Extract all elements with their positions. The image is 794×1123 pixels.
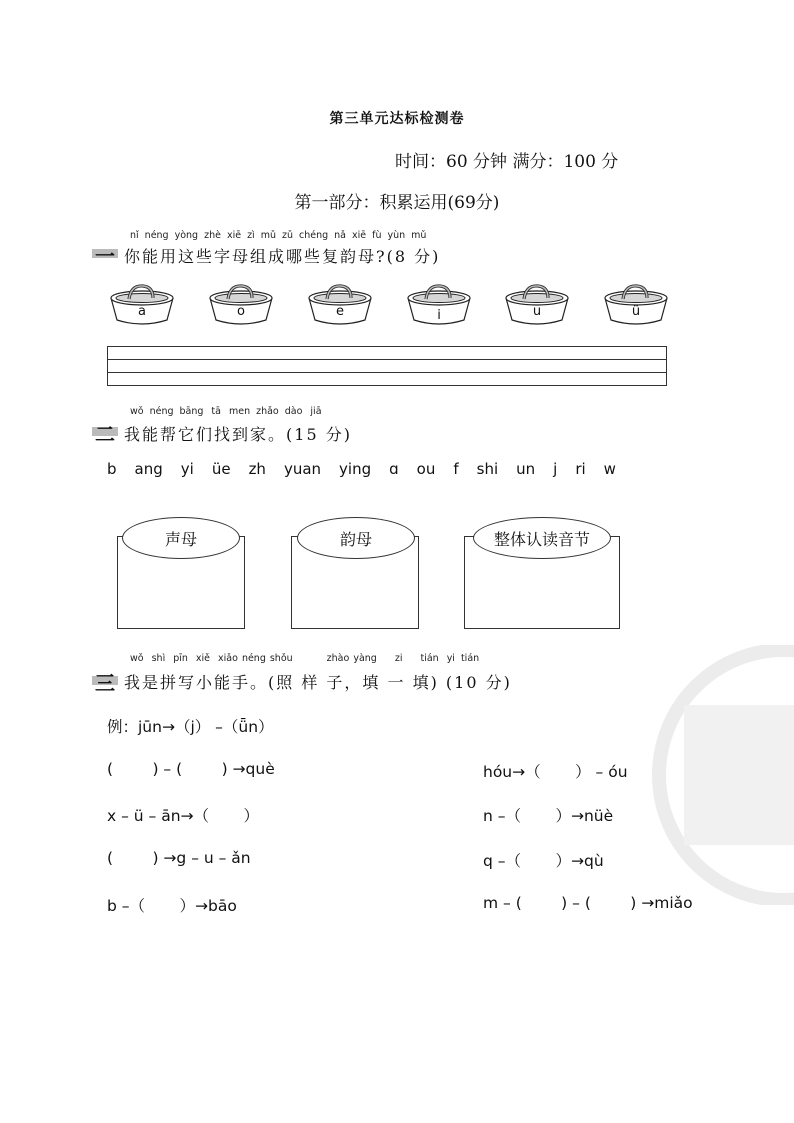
pinyin-syllable: néng <box>241 653 266 664</box>
pinyin-syllable: zhè <box>204 230 221 241</box>
pinyin-syllable: tián <box>460 653 480 664</box>
sort-letters <box>107 460 634 478</box>
section1-question <box>124 244 440 267</box>
house-label-finals: 韵母 <box>297 517 415 559</box>
sort-letter: shi <box>476 460 499 478</box>
sort-letter: ɑ <box>389 460 399 478</box>
pinyin-syllable: fù <box>372 230 382 241</box>
pinyin-syllable: wǒ <box>130 406 144 417</box>
pinyin-syllable: néng <box>149 406 174 417</box>
pinyin-syllable: mǔ <box>260 230 276 241</box>
bowl-letter: u <box>532 304 542 319</box>
pinyin-syllable: nǎ <box>334 230 346 241</box>
section1-score: (8 分) <box>386 247 441 266</box>
pinyin-syllable: zi <box>394 653 403 664</box>
sort-letter: w <box>603 460 616 478</box>
time-score-info: 时间：60 分钟 满分：100 分 <box>395 152 619 172</box>
pinyin-syllable: xiē <box>226 230 242 241</box>
pinyin-syllable: xiē <box>351 230 367 241</box>
sort-letter: ang <box>134 460 163 478</box>
pinyin-syllable: yùn <box>387 230 406 241</box>
section3-number: 三 <box>95 667 115 696</box>
section1-pinyin <box>130 230 432 241</box>
pinyin-syllable: shǒu <box>269 653 293 664</box>
pinyin-syllable: jiā <box>310 406 322 417</box>
section3-pinyin <box>130 653 485 664</box>
pinyin-syllable: yi <box>446 653 455 664</box>
letter-bowl <box>404 282 474 330</box>
bowl-letter: o <box>237 304 245 319</box>
watermark-seal <box>644 645 794 905</box>
pinyin-syllable: xiě <box>195 653 211 664</box>
answer-line <box>108 359 666 360</box>
letter-bowl <box>107 282 177 330</box>
section2-score: (15 分) <box>286 425 352 444</box>
pinyin-syllable: nǐ <box>130 230 139 241</box>
exercise-row-2-right: n –（ ）→nüè <box>483 807 614 825</box>
section2-question <box>124 422 352 445</box>
bowl-letter: e <box>336 304 344 319</box>
letter-bowl <box>601 282 671 330</box>
exercise-row-4-right: m – ( ) – ( ) →miǎo <box>483 894 693 912</box>
sort-letter: un <box>516 460 536 478</box>
house-label-whole-syllables: 整体认读音节 <box>473 517 611 559</box>
section1-number: 一 <box>95 240 115 269</box>
section2-pinyin <box>130 406 328 417</box>
pinyin-syllable: yòng <box>174 230 199 241</box>
sort-letter: yi <box>180 460 194 478</box>
sort-letter: üe <box>211 460 231 478</box>
pinyin-syllable: mǔ <box>411 230 427 241</box>
part-one-heading: 第一部分：积累运用(69分) <box>294 193 500 213</box>
sort-letter: f <box>453 460 459 478</box>
pinyin-syllable: tā <box>211 406 221 417</box>
letter-bowl <box>305 282 375 330</box>
pinyin-syllable: yàng <box>353 653 377 664</box>
pinyin-syllable: wǒ <box>130 653 144 664</box>
exercise-row-3-right: q –（ ）→qù <box>483 852 604 870</box>
exercise-row-2-left: x – ü – ān→（ ） <box>107 807 260 825</box>
letter-bowl <box>206 282 276 330</box>
pinyin-syllable: chéng <box>299 230 329 241</box>
sort-letter: ying <box>339 460 372 478</box>
letter-bowl <box>502 282 572 330</box>
pinyin-syllable: zhào <box>326 653 350 664</box>
pinyin-syllable: zhǎo <box>256 406 279 417</box>
pinyin-syllable: pīn <box>173 653 188 664</box>
section1-text: 你能用这些字母组成哪些复韵母? <box>124 247 387 266</box>
paper-title: 第三单元达标检测卷 <box>329 111 465 127</box>
section3-question <box>124 670 512 693</box>
pinyin-syllable: néng <box>144 230 169 241</box>
pinyin-syllable: bāng <box>179 406 204 417</box>
sort-letter: yuan <box>283 460 322 478</box>
section2-text: 我能帮它们找到家。 <box>124 425 287 444</box>
house-label-initials: 声母 <box>122 517 240 559</box>
bowl-letter: ü <box>631 304 641 319</box>
sort-letter: b <box>107 460 117 478</box>
pinyin-syllable: xiǎo <box>218 653 238 664</box>
sort-letter: j <box>553 460 558 478</box>
sort-letter: ou <box>416 460 436 478</box>
exercise-row-1-right: hóu→（ ） – óu <box>483 763 628 781</box>
exercise-row-3-left: ( ) →g – u – ǎn <box>107 849 251 867</box>
section2-number: 二 <box>95 418 115 447</box>
sort-letter: ri <box>575 460 586 478</box>
exercise-row-1-left: ( ) – ( ) →què <box>107 760 275 778</box>
pinyin-syllable: men <box>228 406 251 417</box>
answer-lines <box>107 346 667 386</box>
pinyin-syllable: zǔ <box>281 230 293 241</box>
bowl-letter: i <box>437 308 441 323</box>
exercise-row-4-left: b –（ ）→bāo <box>107 897 237 915</box>
pinyin-syllable: zì <box>247 230 255 241</box>
answer-line <box>108 372 666 373</box>
bowl-letter: a <box>138 304 146 319</box>
section3-score: (照 样 子，填 一 填) (10 分) <box>268 673 512 692</box>
pinyin-syllable: tián <box>420 653 439 664</box>
pinyin-syllable: dào <box>284 406 303 417</box>
sort-letter: zh <box>248 460 266 478</box>
pinyin-syllable: shì <box>151 653 166 664</box>
example-line: 例：jūn→（j） –（ǖn） <box>107 718 274 736</box>
section3-text: 我是拼写小能手。 <box>124 673 269 692</box>
